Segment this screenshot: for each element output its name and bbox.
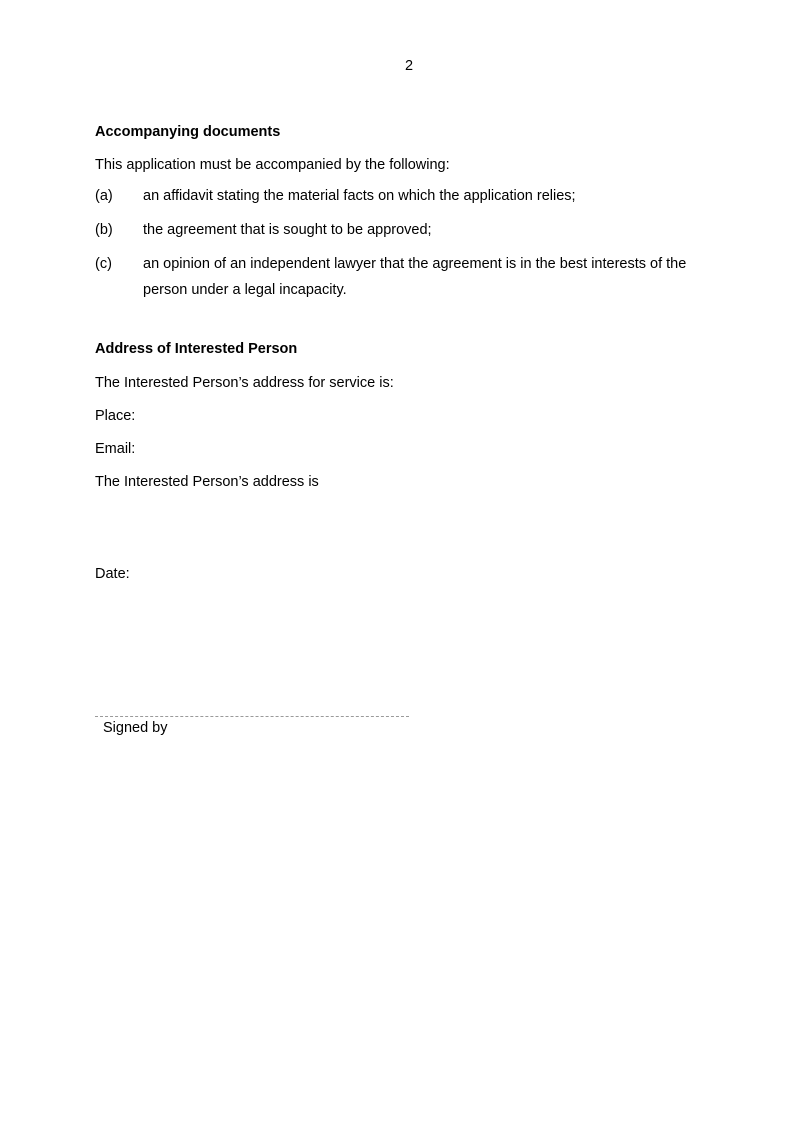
signed-by-label: Signed by <box>103 720 168 736</box>
list-item-marker: (b) <box>95 222 113 238</box>
list-item <box>95 217 715 243</box>
signature-line <box>95 716 409 717</box>
document-body <box>95 122 715 584</box>
list-item <box>95 251 715 303</box>
email-label: Email: <box>95 441 136 457</box>
list-item-text: an affidavit stating the material facts on which the application relies; <box>143 188 576 204</box>
list-item-marker: (c) <box>95 256 112 272</box>
address-service-line: The Interested Person’s address for service is: <box>95 375 394 391</box>
accompanying-intro: This application must be accompanied by the following: <box>95 157 450 173</box>
place-label: Place: <box>95 408 136 424</box>
page-number: 2 <box>404 58 414 74</box>
list-item <box>95 183 715 209</box>
list-item-text: the agreement that is sought to be approved; <box>143 222 432 238</box>
date-label: Date: <box>95 566 130 582</box>
accompanying-documents-heading: Accompanying documents <box>95 124 281 140</box>
list-item-text: an opinion of an independent lawyer that the agreement is in the best interests of the person under a legal incapacity. <box>143 256 687 298</box>
address-heading: Address of Interested Person <box>95 341 298 357</box>
signature-block <box>95 716 409 738</box>
address-line: The Interested Person’s address is <box>95 474 319 490</box>
accompanying-list <box>95 183 715 303</box>
list-item-marker: (a) <box>95 188 113 204</box>
